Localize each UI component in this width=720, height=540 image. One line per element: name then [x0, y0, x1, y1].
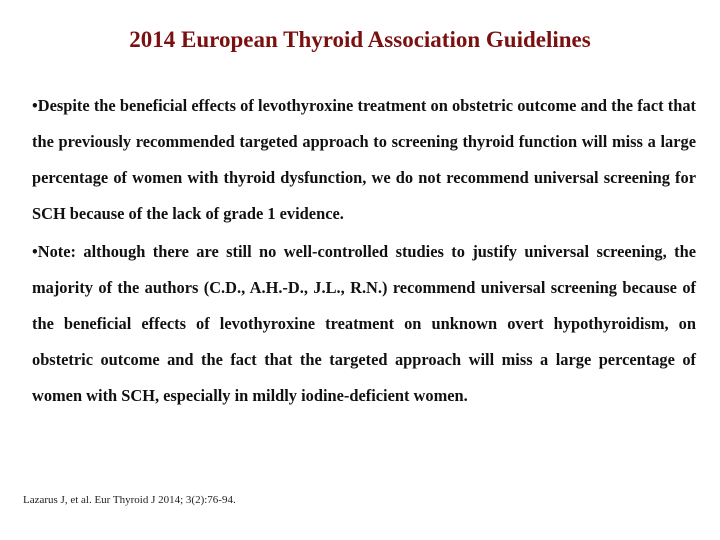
bullet-point-icon: • [32, 242, 38, 261]
bullet-item-1 [32, 88, 696, 232]
bullet-item-2 [32, 234, 696, 414]
bullet-text-2: Note: although there are still no well-controlled studies to justify universal screening, the majority of the authors (C.D., A.H.-D., J.L., R.N.) recommend universal screening because of the beneficial effects of levothyroxine treatment on unknown overt hypothyroidism, on obstetric outcome and the fact that the targeted approach will miss a large percentage of women with SCH, especially in mildly iodine-deficient women. [32, 242, 696, 405]
citation: Lazarus J, et al. Eur Thyroid J 2014; 3(2):76-94. [23, 494, 236, 506]
bullet-list [32, 88, 696, 414]
slide-title: 2014 European Thyroid Association Guidelines [129, 27, 591, 52]
bullet-text-1: Despite the beneficial effects of levothyroxine treatment on obstetric outcome and the fact that the previously recommended targeted approach to screening thyroid function will miss a large percentage of women with thyroid dysfunction, we do not recommend universal screening for SCH because of the lack of grade 1 evidence. [32, 96, 696, 223]
bullet-point-icon: • [32, 96, 38, 115]
